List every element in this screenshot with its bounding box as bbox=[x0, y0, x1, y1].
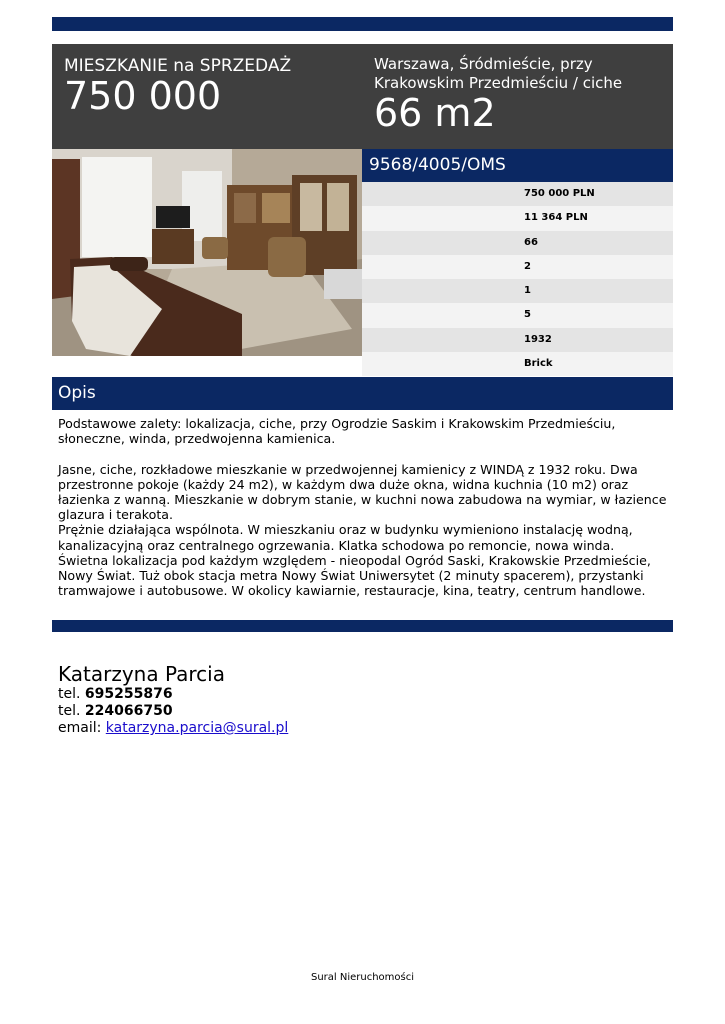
description-heading: Opis bbox=[58, 383, 96, 403]
footer-company: Sural Nieruchomości bbox=[310, 972, 415, 983]
email-link[interactable]: katarzyna.parcia@sural.pl bbox=[105, 720, 289, 736]
detail-row bbox=[362, 303, 673, 327]
agent-email bbox=[58, 720, 288, 737]
top-decor-bar bbox=[52, 17, 673, 31]
detail-value: 5 bbox=[524, 309, 531, 321]
agent-phone-1 bbox=[58, 686, 288, 703]
detail-row bbox=[362, 182, 673, 206]
listing-type: MIESZKANIE na SPRZEDAŻ bbox=[64, 56, 292, 76]
detail-row bbox=[362, 206, 673, 230]
tel-label: tel. bbox=[58, 703, 81, 719]
paragraph-gap bbox=[58, 446, 670, 461]
detail-value: 66 bbox=[524, 236, 538, 248]
agent-contact bbox=[58, 662, 288, 737]
detail-row bbox=[362, 231, 673, 255]
description-heading-bar bbox=[52, 377, 673, 410]
tel-label: tel. bbox=[58, 686, 81, 702]
details-table bbox=[362, 182, 673, 376]
listing-area: 66 m2 bbox=[374, 91, 496, 135]
phone-number: 224066750 bbox=[84, 703, 173, 719]
detail-value: 1 bbox=[524, 285, 531, 297]
detail-value: 11 364 PLN bbox=[524, 212, 588, 224]
detail-row bbox=[362, 279, 673, 303]
detail-value: 750 000 PLN bbox=[524, 188, 595, 199]
agent-phone-2 bbox=[58, 703, 288, 720]
detail-value: 2 bbox=[524, 260, 531, 272]
description-paragraph: Prężnie działająca wspólnota. W mieszkaniu oraz w budynku wymieniono instalację wodną, kanalizacyjną oraz centralnego ogrzewania. Klatka schodowa po remoncie, nowa winda. bbox=[58, 522, 633, 553]
phone-number: 695255876 bbox=[84, 686, 173, 702]
apartment-photo bbox=[52, 149, 362, 356]
agent-name: Katarzyna Parcia bbox=[58, 662, 225, 686]
detail-value: 1932 bbox=[524, 333, 552, 345]
detail-row bbox=[362, 328, 673, 352]
description-text bbox=[58, 416, 670, 598]
detail-row bbox=[362, 255, 673, 279]
detail-value: Brick bbox=[524, 358, 553, 370]
listing-header bbox=[52, 44, 673, 149]
detail-row bbox=[362, 352, 673, 376]
description-paragraph: Podstawowe zalety: lokalizacja, ciche, przy Ogrodzie Saskim i Krakowskim Przedmieściu, słoneczne, winda, przedwojenna kamienica. bbox=[58, 416, 616, 447]
description-paragraph: Jasne, ciche, rozkładowe mieszkanie w przedwojennej kamienicy z WINDĄ z 1932 roku. Dwa przestronne pokoje (każdy 24 m2), w każdym dwa duże okna, widna kuchnia (10 m2) oraz łazienka z wanną. Mieszkanie w dobrym stanie, w kuchni nowa zabudowa na wymiar, w łazience glazura i terakota. bbox=[58, 461, 667, 523]
listing-location: Warszawa, Śródmieście, przy Krakowskim Przedmieściu / ciche bbox=[374, 55, 623, 92]
listing-price: 750 000 bbox=[64, 74, 222, 118]
middle-decor-bar bbox=[52, 620, 673, 632]
reference-bar bbox=[362, 149, 673, 182]
description-paragraph: Świetna lokalizacja pod każdym względem - nieopodal Ogród Saski, Krakowskie Przedmieście, Nowy Świat. Tuż obok stacja metra Nowy Świat Uniwersytet (2 minuty spacerem), przystanki tramwajowe i autobusowe. W okolicy kawiarnie, restauracje, kina, teatry, centrum handlowe. bbox=[58, 552, 651, 599]
listing-reference: 9568/4005/OMS bbox=[369, 155, 506, 175]
email-label: email: bbox=[58, 720, 102, 736]
